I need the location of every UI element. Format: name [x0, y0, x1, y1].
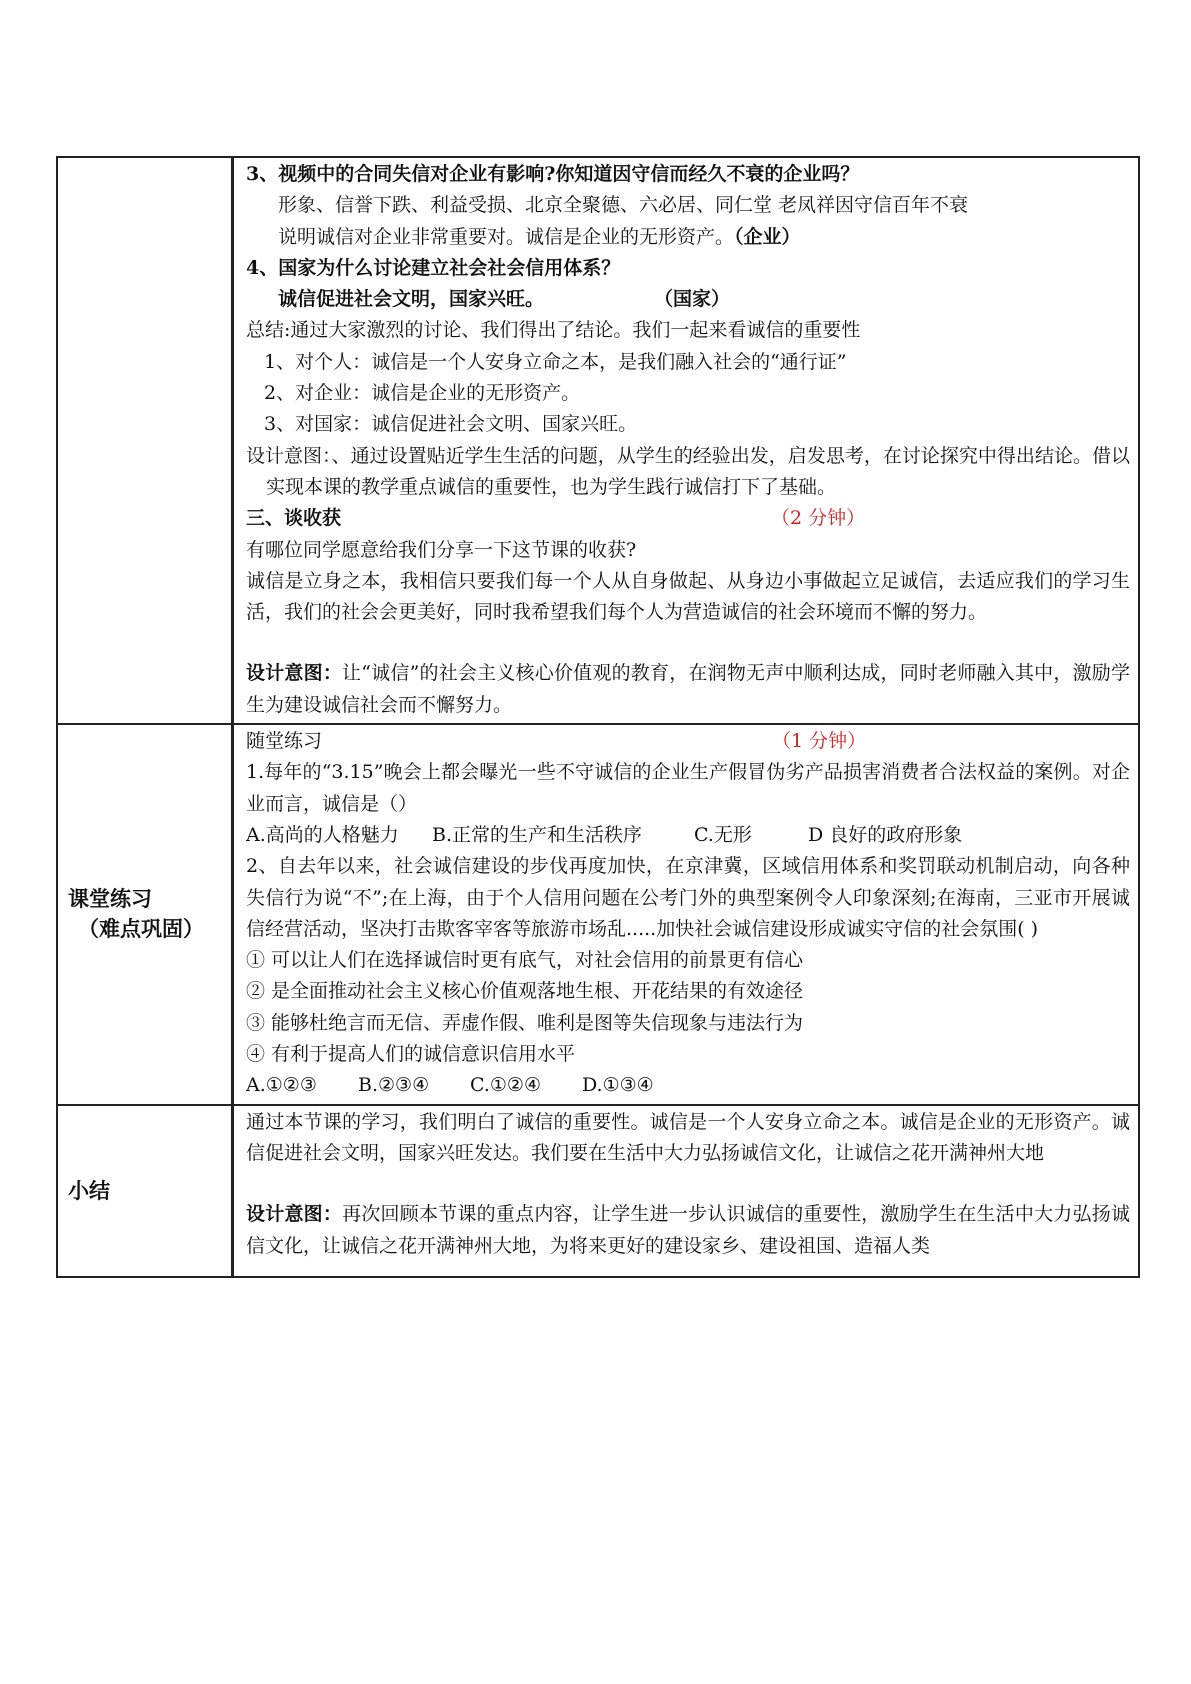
practice-title: 随堂练习 [246, 730, 323, 753]
summary-label: 小结 [68, 1178, 110, 1203]
q1-option-c: C.无形 [694, 823, 752, 846]
practice-heading [246, 726, 1130, 757]
tag-enterprise: （企业） [734, 225, 801, 248]
practice-label: 课堂练习 [68, 887, 152, 912]
q1-option-a: A.高尚的人格魅力 [246, 823, 399, 846]
answer-3-line-2 [246, 222, 1130, 253]
summary-point-3: 3、对国家：诚信促进社会文明、国家兴旺。 [264, 413, 638, 436]
question-4: 4、国家为什么讨论建立社会社会信用体系？ [246, 256, 621, 279]
table-row [57, 157, 1139, 724]
q1-option-b: B.正常的生产和生活秩序 [432, 823, 643, 846]
q2-statement-2: ② 是全面推动社会主义核心价值观落地生根、开花结果的有效途径 [246, 980, 804, 1003]
practice-question-2: 2、自去年以来，社会诚信建设的步伐再度加快，在京津冀，区域信用体系和奖罚联动机制启动，向各种失信行为说“不”;在上海，由于个人信用问题在公考门外的典型案例令人印象深刻;在海南，三亚市开展诚信经营活动，坚决打击欺客宰客等旅游市场乱.....加快社会诚信建设形成诚实守信的社会氛围( ) [246, 855, 1130, 940]
summary-point-1: 1、对个人：诚信是一个人安身立命之本，是我们融入社会的“通行证” [264, 350, 847, 373]
question-3: 3、视频中的合同失信对企业有影响?你知道因守信而经久不衰的企业吗？ [246, 163, 860, 185]
share-question: 有哪位同学愿意给我们分享一下这节课的收获? [246, 538, 637, 561]
summary-text: 通过本节课的学习，我们明白了诚信的重要性。诚信是一个人安身立命之本。诚信是企业的无形资产。诚信促进社会文明，国家兴旺发达。我们要在生活中大力弘扬诚信文化，让诚信之花开满神州大地 [246, 1110, 1130, 1164]
table-row [57, 724, 1139, 1105]
practice-time: （1 分钟） [772, 730, 867, 753]
summary-design-label: 设计意图： [246, 1203, 343, 1226]
summary-design-intent [246, 1199, 1130, 1262]
summary-intro: 总结:通过大家激烈的讨论、我们得出了结论。我们一起来看诚信的重要性 [246, 319, 861, 342]
content-cell-summary [233, 1105, 1140, 1277]
question-1-options [246, 820, 1130, 851]
design-intent-2 [246, 658, 1130, 721]
q2-option-b: B.②③④ [358, 1074, 430, 1097]
q1-option-d: D 良好的政府形象 [808, 823, 963, 846]
section-3-heading [246, 503, 1130, 534]
design-intent-1: 设计意图：、通过设置贴近学生生活的问题，从学生的经验出发，启发思考，在讨论探究中得出结论。借以实现本课的教学重点诚信的重要性，也为学生践行诚信打下了基础。 [246, 444, 1130, 498]
content-cell-practice [233, 724, 1140, 1105]
q2-option-c: C.①②④ [470, 1074, 541, 1097]
q2-statement-4: ④ 有利于提高人们的诚信意识信用水平 [246, 1043, 576, 1066]
q2-statement-3: ③ 能够杜绝言而无信、弄虚作假、唯利是图等失信现象与违法行为 [246, 1011, 804, 1034]
question-2-options [246, 1070, 1130, 1101]
q2-option-a: A.①②③ [246, 1074, 317, 1097]
q2-option-d: D.①③④ [582, 1074, 654, 1097]
design-intent-2-text: 让“诚信”的社会主义核心价值观的教育，在润物无声中顺利达成，同时老师融入其中，激励学生为建设诚信社会而不懈努力。 [246, 662, 1130, 716]
table-row [57, 1105, 1139, 1277]
row-label-summary [57, 1105, 233, 1277]
share-text: 诚信是立身之本，我相信只要我们每一个人从自身做起、从身边小事做起立足诚信，去适应我们的学习生活，我们的社会会更美好，同时我希望我们每个人为营造诚信的社会环境而不懈的努力。 [246, 569, 1130, 624]
design-intent-2-label: 设计意图： [246, 662, 343, 685]
answer-3-text: 说明诚信对企业非常重要对。诚信是企业的无形资产。 [278, 225, 735, 248]
row-label-practice [57, 724, 233, 1105]
content-cell-discussion [233, 157, 1140, 724]
row-label-empty [57, 157, 233, 724]
lesson-plan-table [56, 156, 1140, 1278]
answer-3-line-1: 形象、信誉下跌、利益受损、北京全聚德、六必居、同仁堂 老凤祥因守信百年不衰 [278, 194, 969, 217]
answer-4-text: 诚信促进社会文明，国家兴旺。 [278, 288, 545, 311]
practice-question-1: 1.每年的“3.15”晚会上都会曝光一些不守诚信的企业生产假冒伪劣产品损害消费者合法权益的案例。对企业而言，诚信是（） [246, 761, 1130, 815]
summary-point-2: 2、对企业：诚信是企业的无形资产。 [264, 382, 581, 405]
practice-sublabel: （难点巩固） [78, 917, 204, 942]
section-3-time: （2 分钟） [771, 507, 866, 530]
summary-design-text: 再次回顾本节课的重点内容，让学生进一步认识诚信的重要性，激励学生在生活中大力弘扬诚信文化，让诚信之花开满神州大地，为将来更好的建设家乡、建设祖国、造福人类 [246, 1203, 1130, 1257]
tag-country: （国家） [654, 288, 731, 311]
answer-4 [246, 284, 1130, 315]
q2-statement-1: ① 可以让人们在选择诚信时更有底气，对社会信用的前景更有信心 [246, 949, 804, 972]
section-3-title: 三、谈收获 [246, 507, 342, 530]
